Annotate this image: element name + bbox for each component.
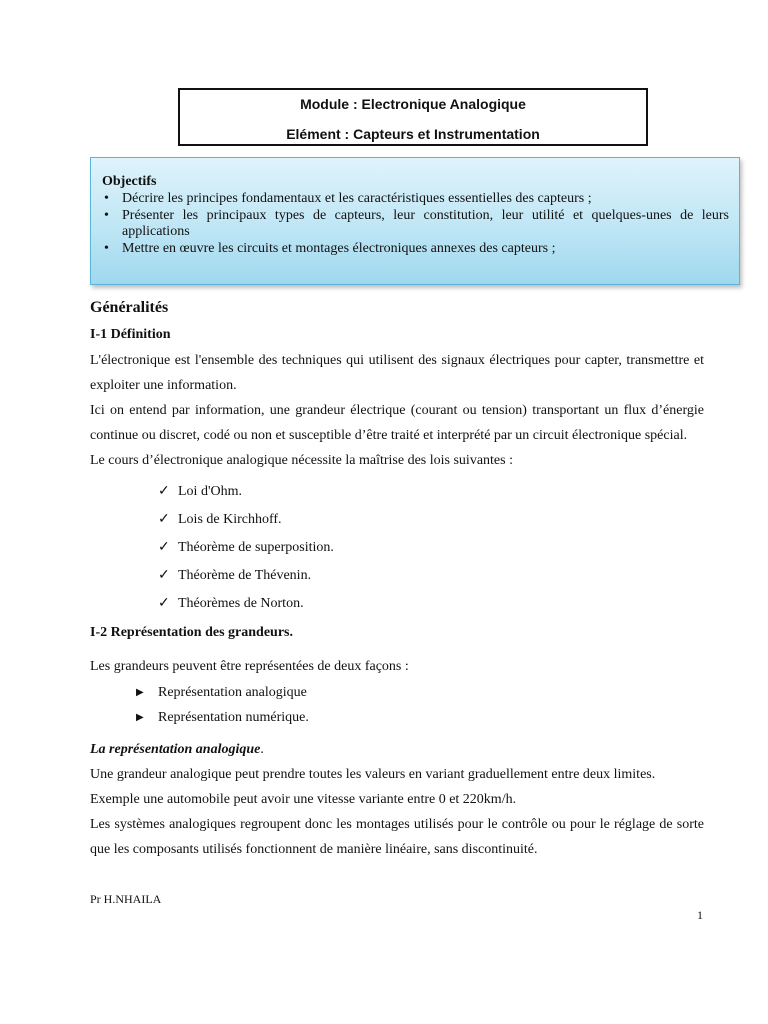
representation-intro: Les grandeurs peuvent être représentées de deux façons : [90, 659, 409, 674]
objective-text: Mettre en œuvre les circuits et montages électroniques annexes des capteurs ; [122, 241, 556, 256]
representation-item [136, 680, 704, 705]
element-title: Elément : Capteurs et Instrumentation [286, 126, 540, 142]
objective-item [102, 208, 729, 240]
law-item [158, 534, 704, 562]
law-item [158, 590, 704, 618]
objective-text: Décrire les principes fondamentaux et les caractéristiques essentielles des capteurs ; [122, 191, 592, 206]
representation-item [136, 705, 704, 730]
laws-list [158, 478, 704, 618]
analog-heading-text: La représentation analogique [90, 742, 261, 757]
page-number: 1 [697, 908, 703, 922]
objectives-list [102, 191, 729, 257]
representation-heading: I-2 Représentation des grandeurs. [90, 625, 293, 640]
analog-heading-period: . [260, 742, 264, 757]
module-title-box [178, 88, 648, 146]
check-icon: ✓ [158, 568, 170, 583]
definition-paragraph: Le cours d’électronique analogique nécessite la maîtrise des lois suivantes : [90, 453, 513, 468]
definition-paragraph: L'électronique est l'ensemble des techniques qui utilisent des signaux électriques pour capter, transmettre et exploiter une information. [90, 353, 704, 393]
check-icon: ✓ [158, 540, 170, 555]
definition-heading: I-1 Définition [90, 327, 171, 342]
bullet-icon: • [104, 191, 109, 206]
analog-paragraph: Les systèmes analogiques regroupent donc les montages utilisés pour le contrôle ou pour le réglage de sorte que les composants utilisés fonctionnent de manière linéaire, sans discontinuité. [90, 817, 704, 857]
bullet-icon: • [104, 208, 109, 223]
objective-item [102, 241, 729, 257]
law-text: Loi d'Ohm. [178, 484, 242, 499]
analog-paragraph: Une grandeur analogique peut prendre toutes les valeurs en variant graduellement entre deux limites. [90, 767, 656, 782]
representation-list [136, 680, 704, 730]
law-text: Théorèmes de Norton. [178, 596, 304, 611]
law-item [158, 562, 704, 590]
check-icon: ✓ [158, 596, 170, 611]
law-text: Lois de Kirchhoff. [178, 512, 282, 527]
module-title: Module : Electronique Analogique [300, 96, 526, 112]
representation-text: Représentation numérique. [158, 710, 309, 725]
check-icon: ✓ [158, 512, 170, 527]
representation-text: Représentation analogique [158, 685, 307, 700]
analog-paragraph: Exemple une automobile peut avoir une vitesse variante entre 0 et 220km/h. [90, 792, 517, 807]
arrow-right-icon: ▶ [136, 712, 144, 723]
law-item [158, 506, 704, 534]
objectives-box [90, 157, 740, 285]
check-icon: ✓ [158, 484, 170, 499]
law-item [158, 478, 704, 506]
section-title: Généralités [90, 299, 169, 316]
definition-paragraph: Ici on entend par information, une grandeur électrique (courant ou tension) transportant un flux d’énergie continue ou discret, codé ou non et susceptible d’être traité et interprété par un circuit électronique spécial. [90, 403, 704, 443]
objective-text: Présenter les principaux types de capteurs, leur constitution, leur utilité et quelques-unes de leurs applications [122, 208, 729, 239]
law-text: Théorème de Thévenin. [178, 568, 312, 583]
objective-item [102, 191, 729, 207]
analog-heading [90, 738, 704, 762]
law-text: Théorème de superposition. [178, 540, 334, 555]
document-body [90, 298, 704, 862]
arrow-right-icon: ▶ [136, 687, 144, 698]
bullet-icon: • [104, 241, 109, 256]
footer-author: Pr H.NHAILA [90, 892, 162, 906]
objectives-title: Objectifs [102, 174, 157, 189]
